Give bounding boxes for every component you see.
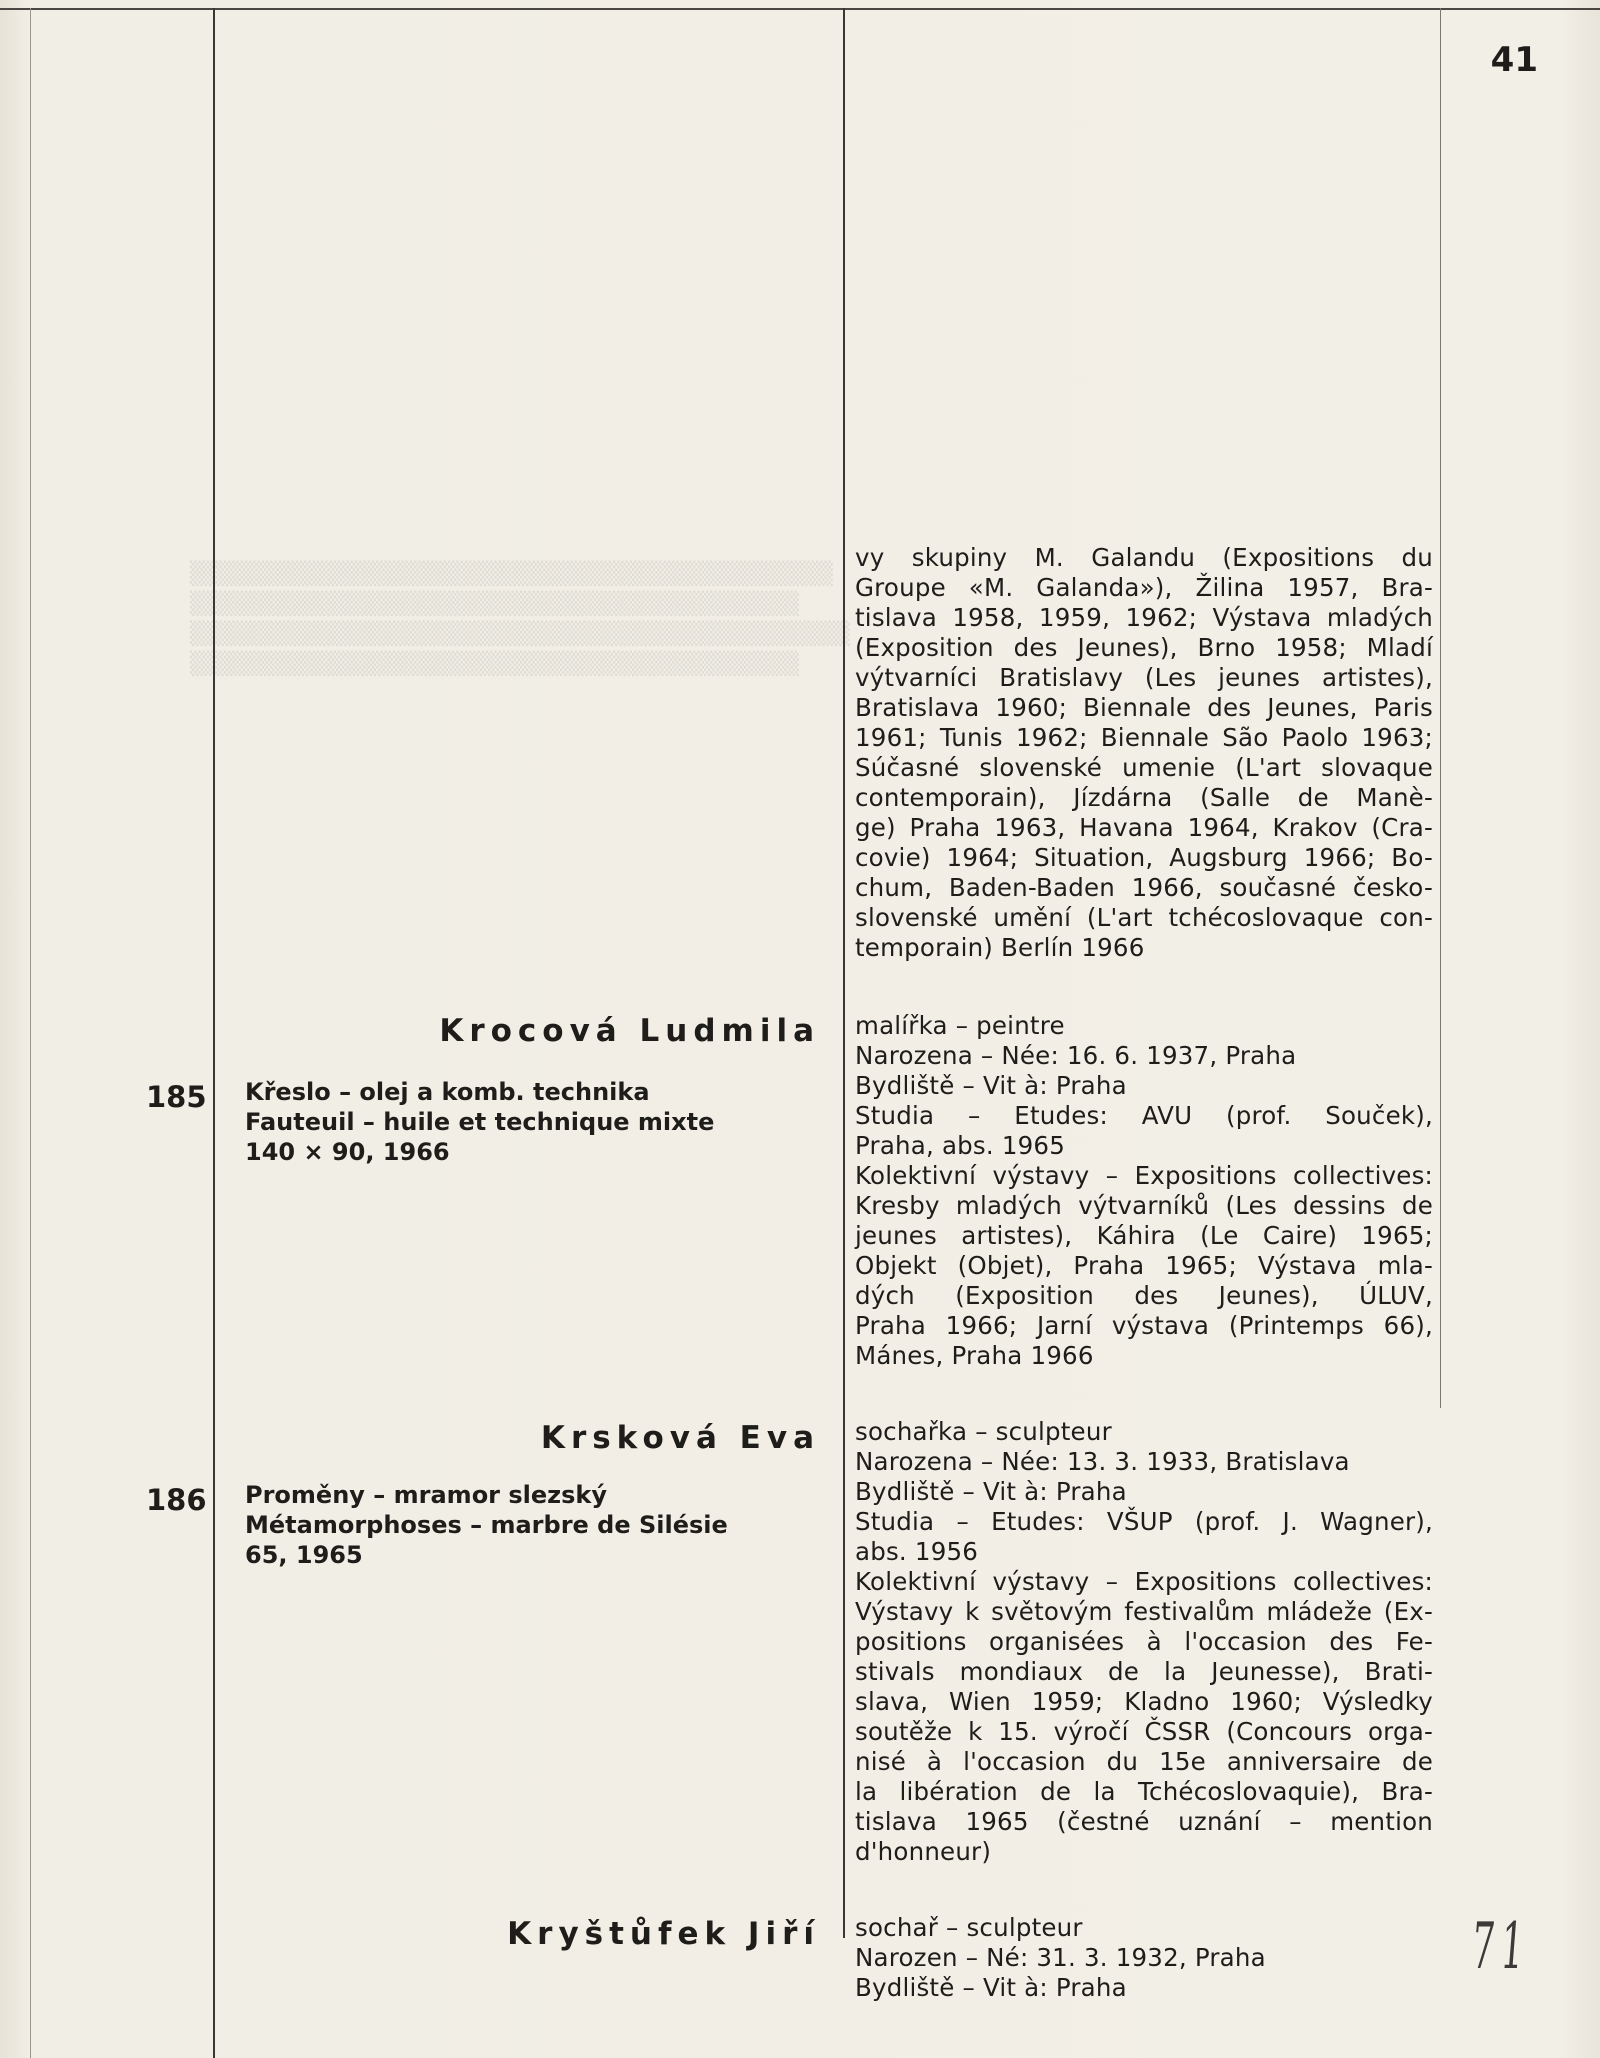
bio-line: sochař – sculpteur [855,1913,1083,1942]
bleed-through: ▒▒▒▒▒▒▒▒▒▒▒▒▒▒▒▒▒▒▒▒▒▒▒▒▒▒▒▒▒▒▒▒▒▒▒▒▒▒ ▒▒▒▒▒▒▒▒▒▒▒▒▒▒▒▒▒▒▒▒▒▒▒▒▒▒▒▒▒▒▒▒▒▒▒▒ ▒▒▒▒▒▒▒▒▒▒▒▒▒▒▒▒▒▒▒▒▒▒▒▒▒▒▒▒▒▒▒▒▒▒▒▒▒▒▒ ▒▒▒▒▒▒▒▒▒▒▒▒▒▒▒▒▒▒▒▒▒▒▒▒▒▒▒▒▒▒▒▒▒▒▒▒ [190,562,850,677]
bio-line: temporain) Berlín 1966 [855,933,1145,962]
bio-line: ge) Praha 1963, Havana 1964, Krakov (Cra- [855,813,1433,842]
bio-line: Kolektivní výstavy – Expositions collectives: [855,1161,1433,1190]
left-margin-line [30,8,31,2058]
bio-line: tislava 1965 (čestné uznání – mention [855,1807,1433,1836]
work-line: Proměny – mramor slezský [245,1481,608,1509]
bio-line: Praha 1966; Jarní výstava (Printemps 66), [855,1311,1433,1340]
bio-line: Bydliště – Vit à: Praha [855,1071,1127,1100]
bio-line: Studia – Etudes: AVU (prof. Souček), [855,1101,1433,1130]
bio-line: la libération de la Tchécoslovaquie), Bra- [855,1777,1433,1806]
bio-line: dých (Exposition des Jeunes), ÚLUV, [855,1281,1433,1310]
column-divider-middle [843,8,845,1938]
bio-line: vy skupiny M. Galandu (Expositions du [855,543,1433,572]
bio-line: stivals mondiaux de la Jeunesse), Brati- [855,1657,1433,1686]
artist-name: Krsková Eva [540,1420,820,1456]
bio-line: Narozena – Née: 16. 6. 1937, Praha [855,1041,1297,1070]
catalog-number: 186 [146,1483,207,1517]
bio-line: Výstavy k světovým festivalům mládeže (Ex- [855,1597,1433,1626]
bio-line: Bydliště – Vit à: Praha [855,1973,1127,2002]
catalog-number: 185 [146,1080,207,1114]
bio-line: Kolektivní výstavy – Expositions collectives: [855,1567,1433,1596]
continuation-bio [855,543,1433,963]
artist-bio [855,1417,1433,1867]
bio-line: tislava 1958, 1959, 1962; Výstava mladých [855,603,1433,632]
bio-line: Mánes, Praha 1966 [855,1341,1094,1370]
bio-line: jeunes artistes), Káhira (Le Caire) 1965; [855,1221,1433,1250]
column-divider-left [213,8,215,2058]
bio-line: (Exposition des Jeunes), Brno 1958; Mladí [855,633,1433,662]
bio-line: Kresby mladých výtvarníků (Les dessins de [855,1191,1433,1220]
bio-line: slava, Wien 1959; Kladno 1960; Výsledky [855,1687,1433,1716]
bio-line: nisé à l'occasion du 15e anniversaire de [855,1747,1433,1776]
bio-line: malířka – peintre [855,1011,1065,1040]
top-rule [0,8,1600,10]
bio-line: slovenské umění (L'art tchécoslovaque con- [855,903,1433,932]
work-line: Métamorphoses – marbre de Silésie [245,1511,728,1539]
work-line: Křeslo – olej a komb. technika [245,1078,650,1106]
artist-name: Krocová Ludmila [439,1013,820,1049]
bio-line: Groupe «M. Galanda»), Žilina 1957, Bra- [855,573,1433,602]
bio-line: abs. 1956 [855,1537,979,1566]
bio-line: d'honneur) [855,1837,992,1866]
bio-line: Objekt (Objet), Praha 1965; Výstava mla- [855,1251,1433,1280]
bio-line: positions organisées à l'occasion des Fe- [855,1627,1433,1656]
bio-line: Bydliště – Vit à: Praha [855,1477,1127,1506]
artist-name: Kryštůfek Jiří [507,1916,820,1952]
bio-line: Bratislava 1960; Biennale des Jeunes, Paris [855,693,1433,722]
column-divider-right [1440,8,1441,1408]
bio-line: contemporain), Jízdárna (Salle de Manè- [855,783,1433,812]
artist-bio [855,1011,1433,1371]
bio-line: Studia – Etudes: VŠUP (prof. J. Wagner), [855,1507,1433,1536]
handwritten-note: 71 [1469,1910,1533,1984]
bio-line: soutěže k 15. výročí ČSSR (Concours orga- [855,1717,1433,1746]
bio-line: výtvarníci Bratislavy (Les jeunes artistes), [855,663,1433,692]
work-line: 140 × 90, 1966 [245,1138,450,1166]
work-description [245,1077,714,1167]
page-number: 41 [1490,40,1538,80]
bio-line: sochařka – sculpteur [855,1417,1112,1446]
bio-line: Praha, abs. 1965 [855,1131,1066,1160]
bio-line: Narozena – Née: 13. 3. 1933, Bratislava [855,1447,1350,1476]
bio-line: chum, Baden-Baden 1966, současné česko- [855,873,1433,902]
work-line: Fauteuil – huile et technique mixte [245,1108,715,1136]
work-line: 65, 1965 [245,1541,363,1569]
bio-line: 1961; Tunis 1962; Biennale São Paolo 1963; [855,723,1433,752]
work-description [245,1480,728,1570]
artist-bio [855,1913,1433,2003]
bio-line: Súčasné slovenské umenie (L'art slovaque [855,753,1433,782]
bio-line: Narozen – Né: 31. 3. 1932, Praha [855,1943,1266,1972]
bio-line: covie) 1964; Situation, Augsburg 1966; Bo- [855,843,1433,872]
